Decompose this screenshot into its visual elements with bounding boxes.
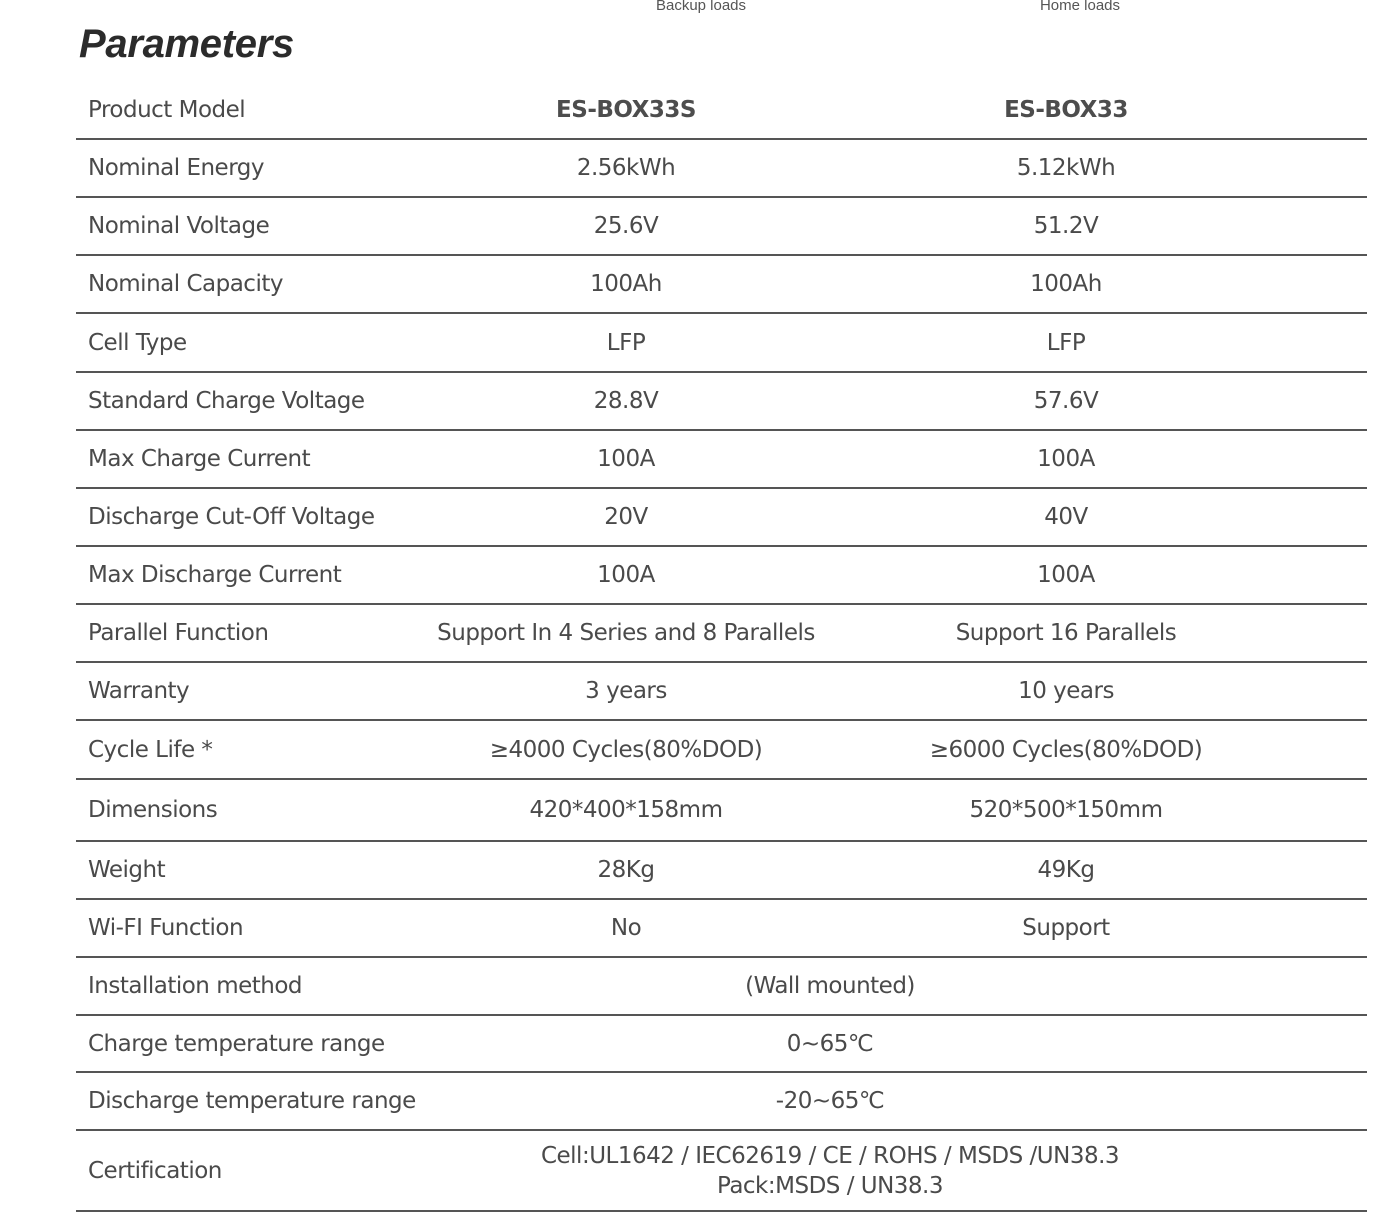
row-value-1: Support In 4 Series and 8 Parallels xyxy=(437,620,815,646)
row-value-2: 5.12kWh xyxy=(1016,155,1116,181)
row-label: Discharge Cut-Off Voltage xyxy=(88,504,375,530)
row-value-2: Support 16 Parallels xyxy=(955,620,1177,646)
row-value-2: 100A xyxy=(1037,446,1095,472)
row-value-1: LFP xyxy=(606,329,646,356)
row-value-1: 3 years xyxy=(585,678,667,704)
row-value-2: 57.6V xyxy=(1033,388,1099,414)
row-value-2: 520*500*150mm xyxy=(969,797,1163,823)
row-label: Wi-FI Function xyxy=(88,915,244,941)
row-value-2: 100A xyxy=(1037,562,1095,588)
row-value-2: 100Ah xyxy=(1030,271,1102,297)
row-label: Nominal Capacity xyxy=(88,271,283,297)
table-row xyxy=(76,140,1367,198)
table-row xyxy=(76,605,1367,663)
table-row-spanning xyxy=(76,1073,1367,1131)
table-row xyxy=(76,780,1367,842)
row-label: Certification xyxy=(88,1157,222,1184)
row-value-1: 100A xyxy=(597,446,655,472)
row-value-1: ≥4000 Cycles(80%DOD) xyxy=(489,736,763,763)
table-row xyxy=(76,663,1367,721)
row-label: Nominal Energy xyxy=(88,155,264,181)
row-value-2: ≥6000 Cycles(80%DOD) xyxy=(929,736,1203,763)
header-model-1: ES-BOX33S xyxy=(556,97,696,123)
row-value: -20~65℃ xyxy=(775,1088,885,1114)
table-row xyxy=(76,489,1367,547)
row-label: Dimensions xyxy=(88,797,218,823)
row-label: Installation method xyxy=(88,973,303,999)
certification-value xyxy=(396,1131,1264,1210)
table-header-row xyxy=(76,82,1367,140)
row-value-1: 100Ah xyxy=(590,271,662,297)
row-label: Nominal Voltage xyxy=(88,213,270,239)
row-label: Cycle Life * xyxy=(88,736,213,763)
row-value-1: 25.6V xyxy=(593,213,659,239)
row-value-2: 49Kg xyxy=(1037,857,1095,883)
row-label: Max Charge Current xyxy=(88,446,311,472)
table-row-certification xyxy=(76,1131,1367,1212)
row-label: Parallel Function xyxy=(88,620,269,646)
certification-line-pack: Pack:MSDS / UN38.3 xyxy=(716,1172,944,1199)
row-label: Warranty xyxy=(88,678,190,704)
row-value-1: 100A xyxy=(597,562,655,588)
home-loads-label: Home loads xyxy=(1039,0,1121,14)
header-label: Product Model xyxy=(88,97,246,123)
row-label: Discharge temperature range xyxy=(88,1088,416,1114)
row-value: (Wall mounted) xyxy=(745,973,915,999)
row-value-2: LFP xyxy=(1046,329,1086,356)
row-label: Cell Type xyxy=(88,329,187,356)
row-label: Standard Charge Voltage xyxy=(88,388,365,414)
table-row-spanning xyxy=(76,1016,1367,1073)
row-label: Max Discharge Current xyxy=(88,562,342,588)
row-label: Charge temperature range xyxy=(88,1030,385,1057)
table-row xyxy=(76,547,1367,605)
table-row xyxy=(76,198,1367,256)
table-row xyxy=(76,314,1367,373)
table-row xyxy=(76,721,1367,780)
row-label: Weight xyxy=(88,857,166,883)
row-value: 0~65℃ xyxy=(786,1030,874,1057)
certification-line-cell: Cell:UL1642 / IEC62619 / CE / ROHS / MSDS /UN38.3 xyxy=(540,1142,1120,1169)
row-value-2: Support xyxy=(1022,915,1110,941)
row-value-1: No xyxy=(610,915,642,941)
row-value-1: 2.56kWh xyxy=(576,155,676,181)
table-row xyxy=(76,256,1367,314)
row-value-2: 51.2V xyxy=(1033,213,1099,239)
header-model-2: ES-BOX33 xyxy=(1004,97,1128,123)
page-title: Parameters xyxy=(79,22,294,66)
row-value-1: 28.8V xyxy=(593,388,659,414)
table-row xyxy=(76,900,1367,958)
row-value-2: 40V xyxy=(1044,504,1088,530)
table-row xyxy=(76,842,1367,900)
row-value-1: 28Kg xyxy=(597,857,655,883)
row-value-2: 10 years xyxy=(1018,678,1114,704)
table-row xyxy=(76,373,1367,431)
row-value-1: 420*400*158mm xyxy=(529,797,723,823)
table-row xyxy=(76,431,1367,489)
row-value-1: 20V xyxy=(604,504,648,530)
table-row-spanning xyxy=(76,958,1367,1016)
backup-loads-label: Backup loads xyxy=(655,0,747,14)
